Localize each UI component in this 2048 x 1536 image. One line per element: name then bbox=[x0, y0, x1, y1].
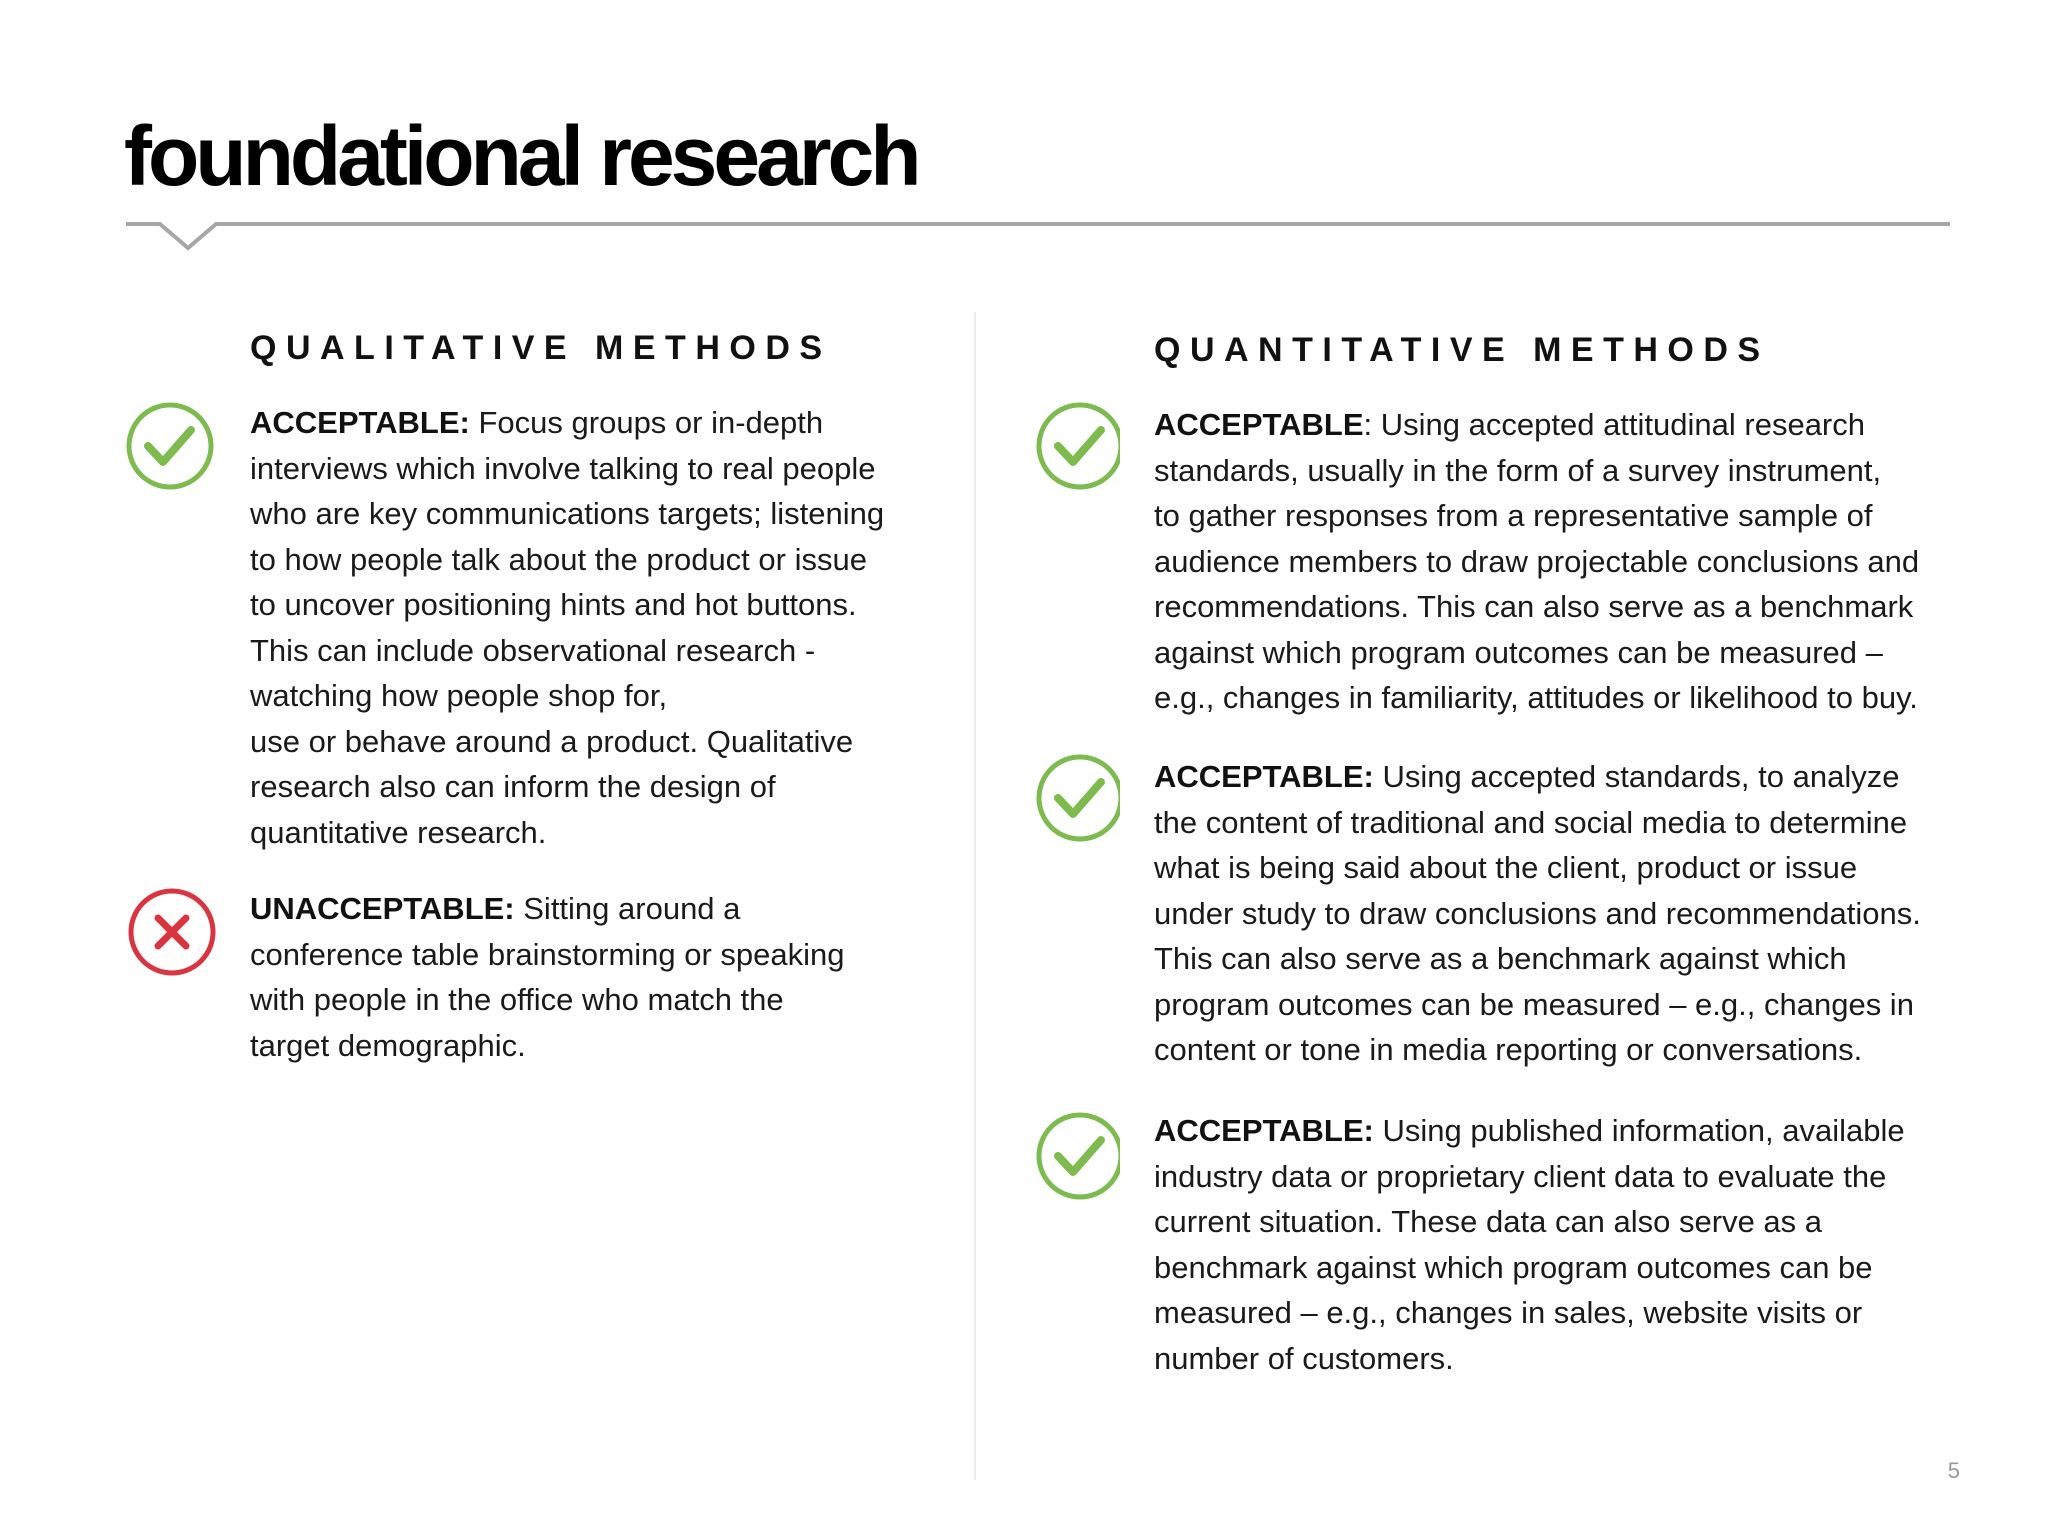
text-line: watching how people shop for, bbox=[250, 678, 668, 713]
text-line: Using accepted standards, to analyze bbox=[1373, 759, 1900, 794]
text-line: : Using accepted attitudinal research bbox=[1363, 407, 1865, 442]
text-line: number of customers. bbox=[1154, 1340, 1454, 1376]
text-line: what is being said about the client, product or issue bbox=[1154, 850, 1858, 885]
text-line: audience members to draw projectable conclusions and bbox=[1154, 543, 1920, 579]
text-line: program outcomes can be measured – e.g., changes in bbox=[1154, 986, 1914, 1022]
column-divider bbox=[974, 312, 976, 1480]
acceptable-label: ACCEPTABLE: bbox=[1154, 1113, 1374, 1148]
cross-icon bbox=[124, 886, 216, 978]
text-line: Sitting around a bbox=[514, 891, 741, 926]
text-line: Focus groups or in-depth bbox=[469, 405, 824, 440]
quantitative-item-text bbox=[1154, 754, 1944, 1073]
text-line: Using published information, available bbox=[1373, 1113, 1905, 1148]
text-line: research also can inform the design of bbox=[250, 769, 776, 804]
text-line: against which program outcomes can be measured – bbox=[1154, 634, 1883, 670]
text-line: with people in the office who match the bbox=[250, 982, 784, 1017]
text-line: current situation. These data can also serve as a bbox=[1154, 1204, 1823, 1239]
page-number: 5 bbox=[1947, 1458, 1960, 1483]
page-title: foundational research bbox=[124, 109, 918, 203]
quantitative-item-text bbox=[1154, 402, 1944, 721]
text-line: This can include observational research - bbox=[250, 632, 816, 668]
quantitative-heading: QUANTITATIVE METHODS bbox=[1154, 331, 1770, 369]
text-line: This can also serve as a benchmark against which bbox=[1154, 941, 1847, 976]
quantitative-item-text bbox=[1154, 1108, 1944, 1381]
qualitative-item-text bbox=[250, 400, 920, 855]
unacceptable-label: UNACCEPTABLE: bbox=[250, 891, 515, 926]
text-line: target demographic. bbox=[250, 1027, 526, 1063]
text-line: content or tone in media reporting or conversations. bbox=[1154, 1032, 1863, 1067]
qualitative-item-text bbox=[250, 886, 920, 1068]
acceptable-label: ACCEPTABLE: bbox=[250, 405, 470, 440]
text-line: industry data or proprietary client data to evaluate the bbox=[1154, 1158, 1887, 1194]
text-line: recommendations. This can also serve as a benchmark bbox=[1154, 589, 1914, 624]
text-line: to uncover positioning hints and hot buttons. bbox=[250, 587, 857, 622]
check-icon bbox=[1028, 754, 1120, 846]
acceptable-label: ACCEPTABLE: bbox=[1154, 759, 1374, 794]
text-line: under study to draw conclusions and recommendations. bbox=[1154, 895, 1921, 931]
text-line: who are key communications targets; listening bbox=[250, 496, 885, 531]
qualitative-heading: QUALITATIVE METHODS bbox=[250, 329, 832, 367]
acceptable-label: ACCEPTABLE bbox=[1154, 407, 1364, 442]
text-line: to how people talk about the product or issue bbox=[250, 541, 867, 577]
text-line: benchmark against which program outcomes can be bbox=[1154, 1249, 1873, 1285]
check-icon bbox=[1028, 1108, 1120, 1200]
text-line: quantitative research. bbox=[250, 814, 547, 850]
text-line: to gather responses from a representative sample of bbox=[1154, 498, 1873, 533]
text-line: use or behave around a product. Qualitative bbox=[250, 723, 854, 759]
check-icon bbox=[1028, 402, 1120, 494]
text-line: interviews which involve talking to real people bbox=[250, 450, 876, 486]
text-line: the content of traditional and social media to determine bbox=[1154, 804, 1908, 840]
title-divider bbox=[124, 212, 1952, 258]
text-line: e.g., changes in familiarity, attitudes or likelihood to buy. bbox=[1154, 680, 1918, 715]
text-line: measured – e.g., changes in sales, website visits or bbox=[1154, 1295, 1863, 1330]
text-line: conference table brainstorming or speaking bbox=[250, 936, 845, 972]
check-icon bbox=[124, 400, 216, 492]
text-line: standards, usually in the form of a survey instrument, bbox=[1154, 452, 1882, 488]
